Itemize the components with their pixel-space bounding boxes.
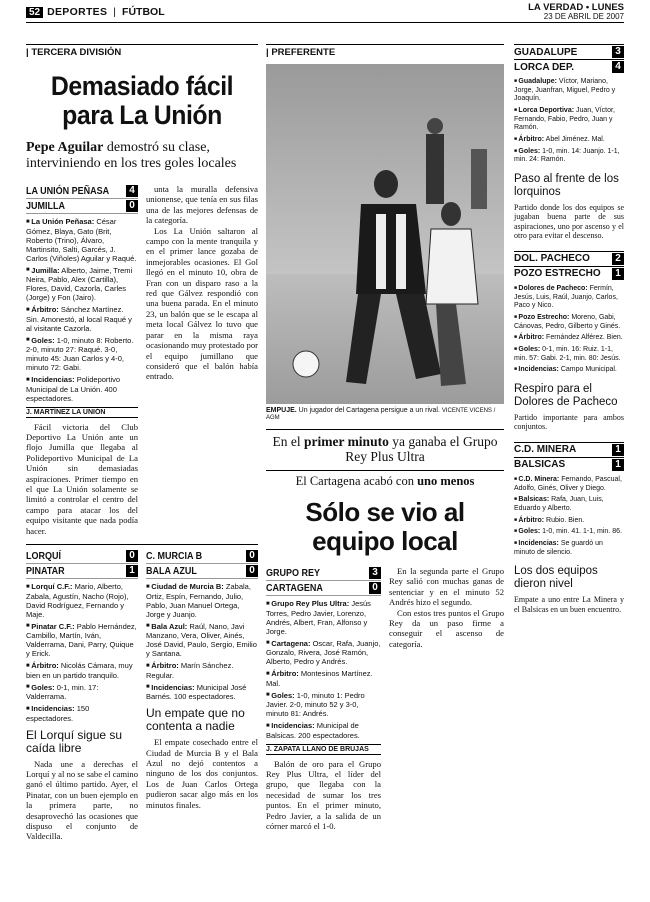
lineup-key: Guadalupe: [518, 78, 557, 86]
lineup-key: Incidencias: [151, 682, 195, 692]
byline: J. ZAPATA LLANO DE BRUJAS [266, 744, 381, 755]
lineup-value: Víctor, Mariano, Jorge, Juanfran, Miguel, Pedro y Joaquín. [514, 78, 616, 103]
player-head [441, 202, 461, 226]
lineup-line [26, 336, 138, 373]
lineup-key: Árbitro: [151, 661, 179, 671]
lineup-value: Rubio. Bien. [544, 516, 585, 524]
team-score: 1 [126, 565, 138, 577]
story-body-row [26, 184, 258, 536]
lineup-value: Municipal José Barnés. 100 espectadores. [146, 682, 247, 702]
lineup-value: Pablo Hernández, Cambillo, Martín, Iván, Valderrama, Dani, Parry, Quique y Erick. [26, 621, 137, 659]
tertiary-headline [266, 470, 504, 488]
body-text: Partido donde los dos equipos se jugaban buena parte de sus aspiraciones, uno por ascenso y el otro para evitar el descenso. [514, 202, 624, 241]
team-row-away [26, 199, 138, 214]
football [293, 351, 319, 377]
lineup-value: Abel Jiménez. Mal. [544, 135, 605, 143]
team-score: 3 [369, 567, 381, 579]
team-score: 1 [612, 444, 624, 456]
lineup-line [146, 622, 258, 659]
team-name: BALA AZUL [146, 565, 197, 577]
team-name: JUMILLA [26, 200, 66, 212]
photo-players [266, 64, 504, 404]
lineup-value: Rafa, Juan, Luis, Eduardo y Alberto. [514, 496, 604, 513]
lineup-key: Balsicas: [518, 496, 550, 504]
page-number: 52 [26, 7, 43, 18]
byline: J. MARTÍNEZ LA UNIÓN [26, 407, 138, 418]
lineup-value: Se guardó un minuto de silencio. [514, 540, 603, 556]
section-separator: | [113, 6, 117, 18]
lineup-key: Pozo Estrecho: [518, 313, 570, 321]
team-name: CARTAGENA [266, 582, 323, 594]
subheadline: Los dos equipos dieron nivel [514, 565, 598, 591]
caption-lead: EMPUJE. [266, 407, 297, 414]
subheadline: El Lorquí sigue su caída libre [26, 727, 123, 755]
lineup-key: Incidencias: [31, 704, 75, 714]
lineup-key: Dolores de Pacheco: [518, 285, 588, 293]
lineup-key: Árbitro: [518, 135, 545, 143]
lineup-value: Juan, Víctor, Fernando, Fabio, Pedro, Juan y Ramón. [514, 107, 615, 132]
lineup-key: Goles: [31, 682, 55, 692]
lower-results [26, 544, 258, 842]
team-name: BALSICAS [514, 459, 566, 471]
feature-right [389, 566, 504, 831]
lineup-line [26, 375, 138, 403]
lineup-key: Goles: [518, 528, 541, 536]
lineup-line [514, 106, 624, 133]
lineup-line [26, 305, 138, 333]
lineup-line [514, 539, 624, 557]
team-row-away [514, 267, 624, 281]
team-row-away [26, 564, 138, 579]
paragraph: Nada une a derechas el Lorquí y al no se sabe el camino ganó el último partido. Ayer, el Pinatar, con un buen ejemplo en la primera parte, no desaprovechó las ocasiones que dispuso el conjunto de Valdecilla. [26, 758, 138, 842]
lineup-value: Alberto, Jaime, Tremi Neira, Pablo, Alex (Cartilla), Flores, David, Cazorla, Carles (Jorge) y Fon (Jairo). [26, 265, 133, 303]
lineup-key: Goles: [518, 346, 541, 354]
body-text [26, 422, 138, 536]
lineup-value: 1-0, min. 41. 1-1, min. 86. [540, 528, 622, 536]
lineup-line [146, 683, 258, 702]
lineup-line [514, 284, 624, 311]
right-results [514, 44, 624, 614]
lineup-line [514, 333, 624, 343]
section-name: DEPORTES [47, 6, 108, 18]
lineup-key: Grupo Rey Plus Ultra: [271, 599, 350, 608]
team-name: GUADALUPE [514, 46, 578, 58]
lineup-key: Árbitro: [271, 669, 299, 679]
feature-story [266, 44, 504, 831]
masthead [528, 3, 624, 21]
match-photo [266, 64, 504, 404]
deck [26, 140, 258, 172]
scorebox [146, 549, 258, 701]
lineup [514, 475, 624, 557]
lineup-line [146, 582, 258, 619]
lineup-key: C.D. Minera: [518, 476, 560, 484]
lineup [26, 582, 138, 723]
paragraph: El empate cosechado entre el Ciudad de Murcia B y el Bala Azul no dejó contentos a ninguno de los dos conjuntos. Los de Juan Carlos Ortega pudieron sacar algo más en los minutos finales. [146, 737, 258, 810]
paragraph: unta la muralla defensiva unionense, que tenía en sus filas una de las mejores defensas de la categoría. [146, 184, 258, 226]
lineup-key: Incidencias: [31, 375, 75, 385]
team-row-home [146, 549, 258, 564]
paragraph: Con estos tres puntos el Grupo Rey da un paso firme a conseguir el ascenso de categoría. [389, 607, 504, 649]
body-text [266, 759, 381, 832]
lineup-line [266, 669, 381, 688]
team-score: 0 [246, 550, 258, 562]
bg-player [471, 149, 487, 209]
headline-part: ya ganaba el Grupo Rey Plus Ultra [345, 434, 498, 464]
feature-headline: Sólo se vio al equipo local [305, 497, 465, 556]
lineup-value: 0-1, min. 17: Valderrama. [26, 682, 99, 702]
lineup-key: Goles: [271, 690, 295, 700]
team-row-away [146, 564, 258, 579]
team-name: POZO ESTRECHO [514, 268, 601, 280]
headline-emphasis: uno menos [417, 474, 475, 488]
lineup-key: Incidencias: [518, 366, 559, 374]
lineup-value: Municipal de Balsicas. 200 espectadores. [266, 721, 360, 740]
team-row-home [514, 252, 624, 266]
player-torso [356, 204, 426, 294]
left-story [26, 44, 258, 842]
team-score: 1 [612, 459, 624, 471]
lineup-value: Polideportivo Municipal de La Unión. 400 espectadores. [26, 375, 121, 403]
publication-name: LA VERDAD • LUNES [528, 2, 624, 13]
rival-torso [426, 229, 478, 304]
team-row-away [514, 60, 624, 74]
lineup-line [26, 661, 138, 680]
lineup-value: 1-0, minuto 1: Pedro Javier. 2-0, minuto 52 y 3-0, minuto 81: Andrés. [266, 690, 365, 719]
team-score: 2 [612, 253, 624, 265]
lineup-key: Lorca Deportiva: [518, 107, 575, 115]
team-score: 0 [126, 550, 138, 562]
lineup-line [514, 77, 624, 104]
lineup-value: Mario, Alberto, Zabala, Agustín, Nacho (Rojo), David Rodríguez, Fernando y Maje. [26, 582, 129, 619]
lineup-key: Pinatar C.F.: [31, 621, 75, 631]
story-kicker: | PREFERENTE [266, 44, 504, 58]
feature-body-row [266, 566, 504, 831]
lineup-key: Incidencias: [271, 721, 315, 731]
lineup-line [266, 691, 381, 719]
lineup-line [514, 527, 624, 537]
player-head [374, 170, 398, 198]
team-score: 0 [246, 565, 258, 577]
paragraph: En la segunda parte el Grupo Rey salió con muchas ganas de sentenciar y en el minuto 52 Andrés hizo el segundo. [389, 566, 504, 608]
scorebox [26, 184, 138, 403]
lineup-line [266, 721, 381, 740]
lineup-value: Raúl, Nano, Javi Manzano, Vera, Oliver, Ainés, José David, Paulo, Sergio, Emilio y Santana. [146, 621, 257, 659]
lineup-value: Marín Sánchez. Regular. [146, 661, 234, 680]
lineup-line [514, 516, 624, 526]
bg-player [426, 134, 444, 204]
lineup-value: Fermín, Jesús, Luis, Raúl, Juanjo, Carlos, Paco y Nico. [514, 285, 618, 310]
rival-legs [436, 304, 466, 386]
lineup [26, 217, 138, 403]
result-box [26, 549, 138, 842]
team-score: 3 [612, 46, 624, 58]
team-name: LA UNIÓN PEÑASA [26, 185, 110, 197]
lineup-line [146, 661, 258, 680]
result-box [146, 549, 258, 842]
team-name: C. MURCIA B [146, 550, 203, 562]
photo-credit: VICENTE VICENS / AGM [266, 408, 496, 421]
lineup-value: César Gómez, Blaya, Gato (Brit, Roberto (Trino), Álvaro, Martinsito, Salti, Garcés, J. Carlos (Viñoles) Aguilar y Raqué. [26, 217, 137, 263]
team-name: LORQUÍ [26, 550, 62, 562]
player-legs [346, 294, 441, 384]
lineup-value: Jesús Torres, Pedro Javier, Lorenzo, Andrés, Albert, Fran, Alfonso y Jorge. [266, 599, 371, 636]
team-row-home [26, 184, 138, 199]
team-score: 4 [126, 185, 138, 197]
feature-left [266, 566, 381, 831]
body-text: Partido importante para ambos conjuntos. [514, 412, 624, 432]
lineup-key: La Unión Peñasa: [31, 217, 95, 226]
headline-emphasis: primer minuto [303, 434, 389, 449]
lineup-key: Lorquí C.F.: [31, 582, 73, 592]
headline-part: En el [272, 434, 304, 449]
team-row-away [514, 458, 624, 472]
body-column [146, 184, 258, 536]
lineup-line [514, 365, 624, 375]
team-row-home [514, 443, 624, 457]
lineup-line [514, 345, 624, 363]
publication-date: 23 DE ABRIL DE 2007 [543, 12, 624, 21]
team-score: 4 [612, 61, 624, 73]
lineup-line [26, 622, 138, 659]
team-row-home [514, 45, 624, 59]
team-name: C.D. MINERA [514, 444, 577, 456]
lineup-key: Jumilla: [31, 265, 60, 275]
team-score: 1 [612, 268, 624, 280]
headline: Demasiado fácil para La Unión [50, 71, 234, 130]
body-text: Empate a uno entre La Minera y el Balsicas en un buen encuentro. [514, 595, 624, 614]
lineup-value: Fernando, Pascual, Adolfo, Ginés, Oliver y Diego. [514, 476, 622, 492]
lineup [266, 599, 381, 740]
lineup-line [266, 639, 381, 667]
paragraph: Los La Unión saltaron al campo con la mente tranquila y en el primer lance gozaba de inmejorables ocasiones. El Gol llegó en el minuto 10, obra de Fran con un disparo raso a la red que Gálvez respondió con una buena parada. En el minuto 23, un balón que se le escapa al meta local Gálvez lo tuvo que parar en la misma raya ocasionando muy protestado por el equipo jumillano que consideró que el balón había entrado. [146, 225, 258, 382]
body-text [146, 737, 258, 810]
scorebox-left [26, 184, 138, 536]
lineup-line [26, 704, 138, 723]
lineup [514, 284, 624, 375]
deck-name: Pepe Aguilar [26, 140, 104, 155]
lineup-key: Árbitro: [518, 334, 545, 342]
lineup-key: Árbitro: [518, 516, 545, 524]
team-score: 0 [126, 200, 138, 212]
bg-player-head [427, 118, 443, 134]
lineup-value: Moreno, Gabi, Cánovas, Pedro, Gilberto y Ginés. [514, 313, 621, 330]
lineup-key: Goles: [518, 147, 541, 155]
team-row-away [266, 581, 381, 596]
lineup-line [514, 475, 624, 493]
paragraph: Balón de oro para el Grupo Rey Plus Ultra, el líder del grupo, que llegaba con la necesidad de sumar los tres puntos. En el primer minuto, Pedro Javier, a la salida de un córner marcó el 1-0. [266, 758, 381, 832]
subsection-name: FÚTBOL [122, 6, 165, 18]
lineup-line [26, 683, 138, 702]
deck-text: demostró su clase, interviniendo en los tres goles locales [26, 140, 237, 171]
lineup-line [514, 135, 624, 145]
team-name: GRUPO REY [266, 567, 321, 579]
team-name: DOL. PACHECO [514, 253, 590, 265]
lineup-key: Goles: [31, 335, 55, 345]
lineup-value: Zabala, Ortiz, Espín, Fernando, Julio, Pablo, Juan Manuel Ortega, Jorge y Juanjo. [146, 582, 251, 619]
scorebox [26, 549, 138, 723]
lineup-key: Bala Azul: [151, 621, 188, 631]
lineup-line [514, 147, 624, 165]
lineup-line [26, 582, 138, 619]
lineup-key: Cartagena: [271, 638, 311, 648]
page-header [26, 4, 624, 20]
caption-text: Un jugador del Cartagena persigue a un rival. [296, 407, 440, 414]
lineup-value: Nicolás Cámara, muy bien en un partido tranquilo. [26, 661, 133, 680]
story-kicker: | TERCERA DIVISIÓN [26, 44, 258, 58]
lineup [146, 582, 258, 701]
lineup-key: Incidencias: [518, 540, 559, 548]
lineup-value: 1-0, min. 14: Juanjo. 1-1, min. 24: Ramón. [514, 147, 620, 164]
lineup-line [266, 599, 381, 636]
lineup-value: Campo Municipal. [558, 366, 617, 374]
lineup [514, 77, 624, 165]
lineup-line [514, 495, 624, 513]
team-row-home [266, 566, 381, 581]
secondary-headline [266, 429, 504, 464]
header-rule [26, 22, 624, 23]
lineup-line [26, 266, 138, 303]
team-name: PINATAR [26, 565, 65, 577]
scorebox [266, 566, 381, 740]
paragraph: Fácil victoria del Club Deportivo La Unión ante un flojo Jumilla que llegaba al Polideportivo Municipal de La Unión sin demasiadas aspiraciones. Primer tiempo en el que La Unión solamente se limitó a controlar el centro del campo para atacar los del equipo visitante que nada podía hacer. [26, 421, 138, 536]
lineup-value: Sánchez Martínez. Sin. Amonestó, al local Raqué y al visitante Cazorla. [26, 305, 132, 333]
lineup-key: Árbitro: [31, 661, 59, 671]
lineup-value: Montesinos Martínez. Mal. [266, 669, 373, 688]
team-name: LORCA DEP. [514, 61, 575, 73]
subheadline: Paso al frente de los lorquinos [514, 172, 619, 198]
photo-caption [266, 407, 504, 421]
lineup-line [514, 313, 624, 331]
lineup-value: Oscar, Rafa, Juanjo, Gonzalo, Rivera, José Ramón, Alberto, Pedro y Andrés. [266, 638, 381, 667]
lineup-value: 150 espectadores. [26, 704, 90, 723]
headline-part: El Cartagena acabó con [295, 474, 418, 488]
subheadline: Un empate que no contenta a nadie [146, 706, 245, 734]
lineup-key: Árbitro: [31, 305, 59, 315]
team-row-home [26, 549, 138, 564]
lineup-key: Ciudad de Murcia B: [151, 582, 224, 592]
lineup-value: 0-1, min. 16: Ruiz. 1-1, min. 57: Gabi. 2-1, min. 80: Jesús. [514, 346, 621, 362]
lineup-line [26, 217, 138, 263]
subheadline: Respiro para el Dolores de Pacheco [514, 382, 618, 408]
lineup-value: Fernández Alférez. Bien. [544, 334, 623, 342]
team-score: 0 [369, 582, 381, 594]
lineup-value: 1-0, minuto 8: Roberto. 2-0, minuto 27: Raqué. 3-0, minuto 45: Juan Carlos y 4-0, minuto 72: Gabi. [26, 335, 134, 373]
body-text [26, 759, 138, 842]
